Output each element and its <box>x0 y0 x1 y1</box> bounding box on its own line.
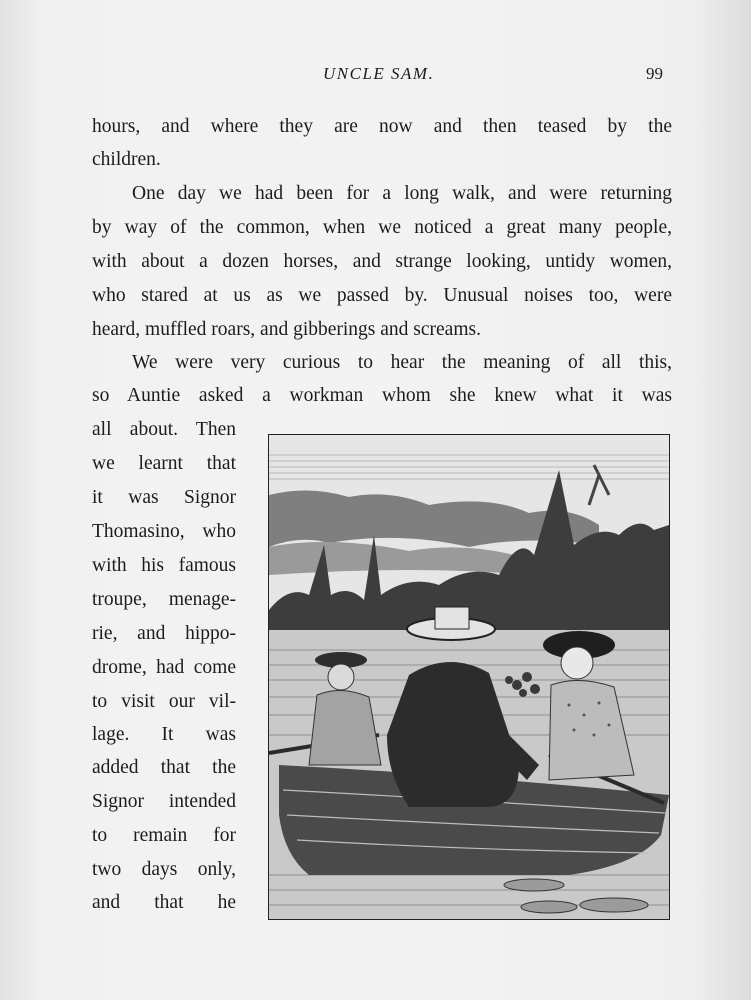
engraving-drawing <box>269 435 669 919</box>
column-line: to visit our vil- <box>92 691 236 712</box>
text-line: by way of the common, when we noticed a great many people, <box>92 217 672 238</box>
column-line: drome, had come <box>92 657 236 678</box>
boat-engraving <box>268 434 670 920</box>
column-line: added that the <box>92 757 236 778</box>
text-line: We were very curious to hear the meaning of all this, <box>132 352 672 373</box>
boy-head <box>328 664 354 690</box>
column-line: with his famous <box>92 555 236 576</box>
text-line: so Auntie asked a workman whom she knew what it was <box>92 385 672 406</box>
lily-pad <box>580 898 648 912</box>
text-line: who stared at us as we passed by. Unusual noises too, were <box>92 285 672 306</box>
column-line: and that he <box>92 892 236 913</box>
boy-body <box>309 690 381 765</box>
lily-pad <box>521 901 577 913</box>
man-hat-crown <box>435 607 469 629</box>
text-line: heard, muffled roars, and gibberings and screams. <box>92 319 481 340</box>
column-line: troupe, menage- <box>92 589 236 610</box>
column-line: rie, and hippo- <box>92 623 236 644</box>
column-line: all about. Then <box>92 419 236 440</box>
text-line: One day we had been for a long walk, and were returning <box>132 183 672 204</box>
column-line: to remain for <box>92 825 236 846</box>
text-line: hours, and where they are now and then teased by the <box>92 116 672 137</box>
column-line: we learnt that <box>92 453 236 474</box>
running-head <box>0 64 751 88</box>
column-line: Thomasino, who <box>92 521 236 542</box>
column-line: it was Signor <box>92 487 236 508</box>
lily-pad <box>504 879 564 891</box>
text-line: with about a dozen horses, and strange looking, untidy women, <box>92 251 672 272</box>
running-title: UNCLE SAM. <box>323 64 435 83</box>
column-line: lage. It was <box>92 724 236 745</box>
column-line: Signor intended <box>92 791 236 812</box>
text-line: children. <box>92 149 161 170</box>
page-number: 99 <box>646 64 663 83</box>
lady-face <box>561 647 593 679</box>
column-line: two days only, <box>92 859 236 880</box>
